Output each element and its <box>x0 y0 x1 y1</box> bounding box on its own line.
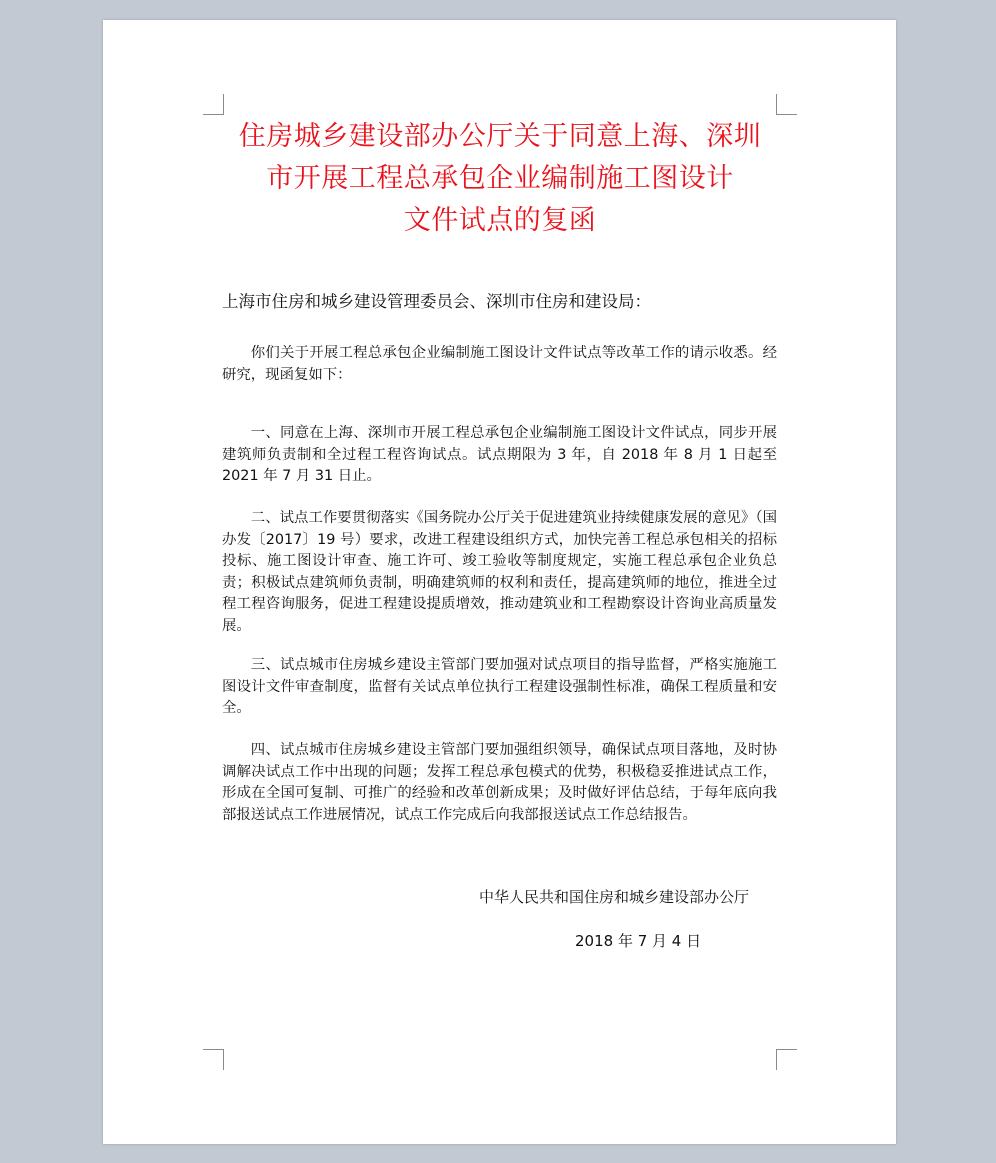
document-date: 2018 年 7 月 4 日 <box>575 932 702 950</box>
document-title <box>213 116 787 242</box>
paragraph-text: 二、试点工作要贯彻落实《国务院办公厅关于促进建筑业持续健康发展的意见》（国办发〔2017〕19 号）要求，改进工程建设组织方式，加快完善工程总承包相关的招标投标、施工图设计审查、施工许可、竣工验收等制度规定，实施工程总承包企业负总责；积极试点建筑师负责制，明确建筑师的权利和责任，提高建筑师的地位，推进全过程工程咨询服务，促进工程建设提质增效，推动建筑业和工程勘察设计咨询业高质量发展。 <box>222 510 777 634</box>
margin-mark-bottom-right <box>776 1049 797 1070</box>
document-page <box>103 20 896 1144</box>
paragraph-intro <box>222 343 777 386</box>
margin-mark-top-left <box>203 94 224 115</box>
title-line: 市开展工程总承包企业编制施工图设计 <box>266 163 734 194</box>
paragraph-text: 三、试点城市住房城乡建设主管部门要加强对试点项目的指导监督，严格实施施工图设计文件审查制度，监督有关试点单位执行工程建设强制性标准，确保工程质量和安全。 <box>222 657 777 716</box>
paragraph-item-4 <box>222 740 777 826</box>
paragraph-text: 你们关于开展工程总承包企业编制施工图设计文件试点等改革工作的请示收悉。经研究，现函复如下： <box>222 345 777 383</box>
signer: 中华人民共和国住房和城乡建设部办公厅 <box>479 888 750 906</box>
paragraph-item-3 <box>222 655 777 720</box>
margin-mark-top-right <box>776 94 797 115</box>
margin-mark-bottom-left <box>203 1049 224 1070</box>
paragraph-text: 四、试点城市住房城乡建设主管部门要加强组织领导，确保试点项目落地，及时协调解决试点工作中出现的问题；发挥工程总承包模式的优势，积极稳妥推进试点工作，形成在全国可复制、可推广的经验和改革创新成果；及时做好评估总结，于每年底向我部报送试点工作进展情况，试点工作完成后向我部报送试点工作总结报告。 <box>222 742 777 823</box>
title-line: 文件试点的复函 <box>403 205 597 236</box>
salutation: 上海市住房和城乡建设管理委员会、深圳市住房和建设局： <box>222 292 651 311</box>
paragraph-item-2 <box>222 508 777 637</box>
paragraph-text: 一、同意在上海、深圳市开展工程总承包企业编制施工图设计文件试点，同步开展建筑师负责制和全过程工程咨询试点。试点期限为 3 年，自 2018 年 8 月 1 日起至 2021 年 7 月 31 日止。 <box>222 425 777 484</box>
title-line: 住房城乡建设部办公厅关于同意上海、深圳 <box>238 121 762 152</box>
paragraph-item-1 <box>222 423 777 488</box>
